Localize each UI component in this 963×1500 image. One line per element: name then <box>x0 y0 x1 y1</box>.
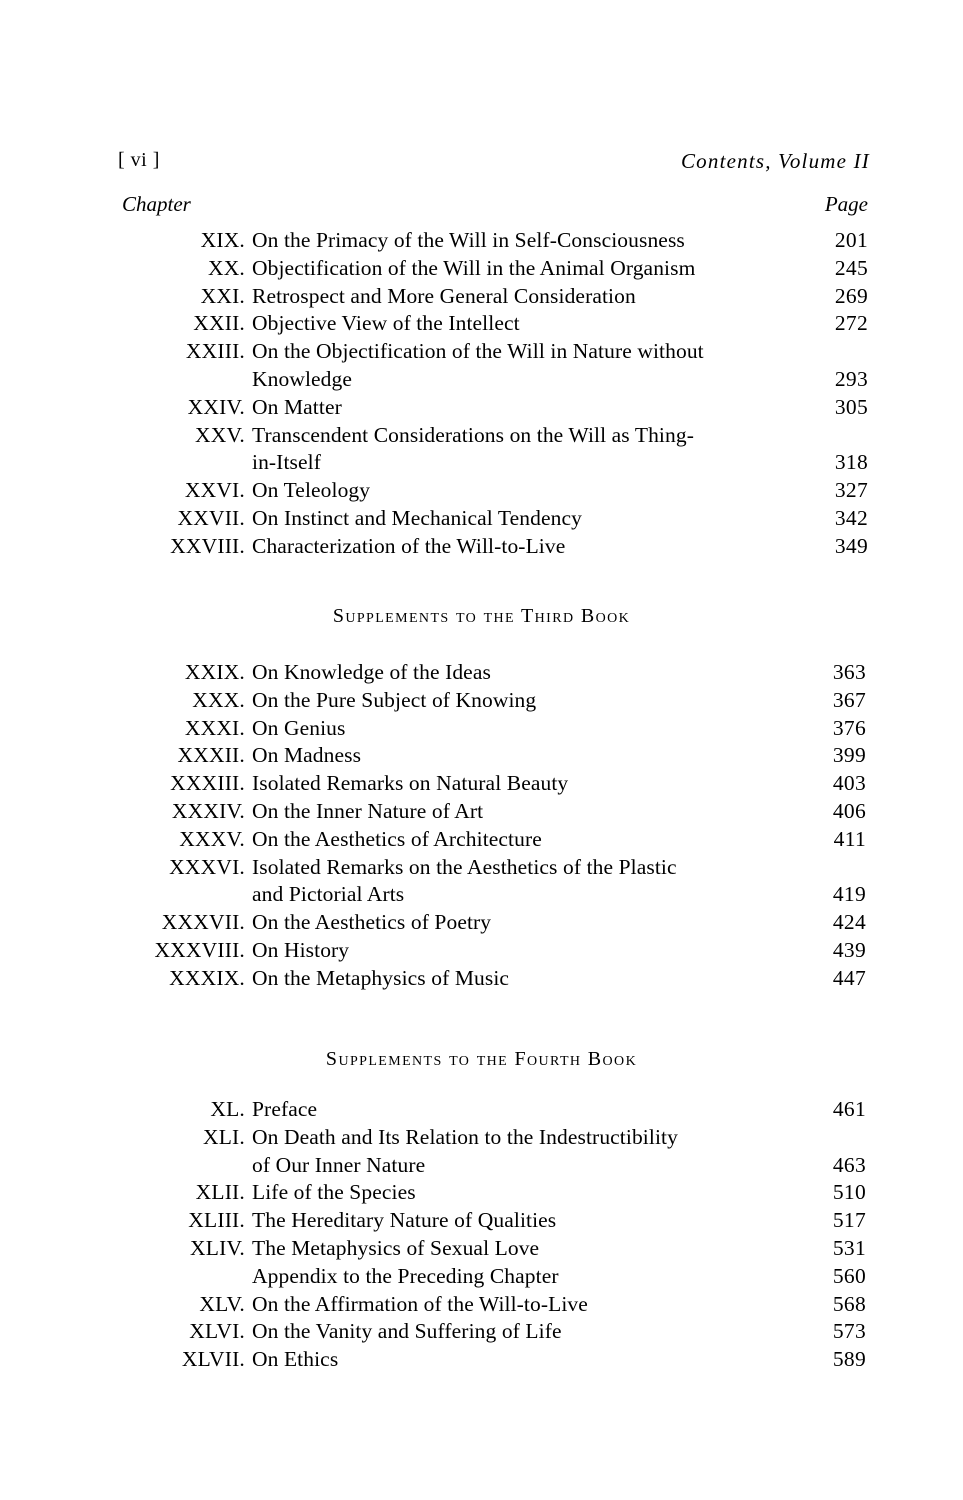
toc-entry-numeral: XXVI. <box>184 478 245 503</box>
toc-entry-title[interactable]: On the Vanity and Suffering of Life <box>252 1319 562 1344</box>
toc-entry-title[interactable]: On the Primacy of the Will in Self-Consciousness <box>252 228 685 252</box>
toc-entry-title[interactable]: On Ethics <box>252 1347 339 1372</box>
toc-entry-page-number: 424 <box>832 910 866 935</box>
toc-entry[interactable] <box>0 311 963 339</box>
toc-entry-page-number: 517 <box>832 1208 866 1233</box>
toc-entry-numeral: XL. <box>210 1097 245 1121</box>
running-head <box>118 149 870 175</box>
toc-entry[interactable] <box>0 743 963 771</box>
toc-entry[interactable] <box>0 1153 963 1181</box>
toc-entry-title[interactable]: On History <box>252 937 350 962</box>
toc-entry[interactable] <box>0 423 963 451</box>
column-headers <box>118 192 870 218</box>
toc-entry-title[interactable]: Transcendent Considerations on the Will as Thing- <box>252 422 694 447</box>
toc-entry-page-number: 245 <box>834 255 868 280</box>
toc-section <box>0 660 963 994</box>
toc-entry-numeral: XXXV. <box>179 826 245 851</box>
toc-entry-title[interactable]: On the Metaphysics of Music <box>252 965 510 990</box>
toc-entry-numeral: XXIII. <box>185 339 245 364</box>
toc-entry-numeral: XXI. <box>200 283 245 308</box>
toc-entry-title[interactable]: On Death and Its Relation to the Indestructibility <box>252 1124 678 1149</box>
toc-entry-page-number: 305 <box>834 394 868 419</box>
toc-entry[interactable] <box>0 1319 963 1347</box>
toc-entry-title[interactable]: Knowledge <box>252 366 353 391</box>
toc-entry[interactable] <box>0 688 963 716</box>
toc-entry-title[interactable]: On the Objectification of the Will in Nature without <box>252 339 704 364</box>
toc-entry-page-number: 461 <box>832 1097 866 1121</box>
toc-entry-page-number: 463 <box>832 1152 866 1177</box>
toc-entry-numeral: XXIV. <box>187 394 245 419</box>
folio-number: [ vi ] <box>118 149 160 171</box>
toc-entry[interactable] <box>0 256 963 284</box>
toc-entry[interactable] <box>0 1236 963 1264</box>
toc-entry-numeral: XLIII. <box>188 1208 245 1233</box>
toc-entry-numeral: XXIX. <box>184 660 245 684</box>
toc-entry-page-number: 403 <box>832 771 866 796</box>
toc-entry-page-number: 318 <box>834 450 868 475</box>
toc-entry[interactable] <box>0 1208 963 1236</box>
toc-entry-title[interactable]: On the Affirmation of the Will-to-Live <box>252 1291 588 1316</box>
toc-entry[interactable] <box>0 1125 963 1153</box>
toc-entry-page-number: 269 <box>834 283 868 308</box>
toc-entry-title[interactable]: in-Itself <box>252 450 321 475</box>
toc-entry-page-number: 349 <box>834 533 868 558</box>
toc-entry-numeral: XXVIII. <box>170 533 245 558</box>
toc-entry[interactable] <box>0 938 963 966</box>
toc-entry-title[interactable]: Isolated Remarks on Natural Beauty <box>252 771 569 796</box>
toc-entry-page-number: 201 <box>834 228 868 252</box>
toc-entry[interactable] <box>0 450 963 478</box>
toc-entry-title[interactable]: On Teleology <box>252 478 371 503</box>
toc-entry-page-number: 510 <box>832 1180 866 1205</box>
toc-entry-title[interactable]: On Madness <box>252 743 362 768</box>
toc-entry[interactable] <box>0 966 963 994</box>
toc-entry-page-number: 531 <box>832 1235 866 1260</box>
toc-entry-title[interactable]: On the Aesthetics of Poetry <box>252 910 492 935</box>
toc-entry[interactable] <box>0 1097 963 1125</box>
toc-entry-numeral: XLVI. <box>189 1319 245 1344</box>
toc-entry-numeral: XXV. <box>195 422 245 447</box>
toc-entry-numeral: XIX. <box>200 228 245 252</box>
column-header-page: Page <box>824 192 868 216</box>
toc-entry-title[interactable]: Life of the Species <box>252 1180 416 1205</box>
toc-entry[interactable] <box>0 771 963 799</box>
toc-entry[interactable] <box>0 1264 963 1292</box>
toc-entry[interactable] <box>0 910 963 938</box>
toc-entry[interactable] <box>0 1180 963 1208</box>
toc-entry-title[interactable]: Characterization of the Will-to-Live <box>252 533 566 558</box>
toc-entry[interactable] <box>0 506 963 534</box>
toc-entry-numeral: XLII. <box>195 1180 245 1205</box>
toc-entry[interactable] <box>0 1347 963 1375</box>
toc-entry-numeral: XXVII. <box>177 505 245 530</box>
toc-entry-numeral: XXXIII. <box>170 771 245 796</box>
toc-entry-page-number: 367 <box>832 687 866 712</box>
toc-entry-numeral: XX. <box>207 255 245 280</box>
toc-entry-numeral: XLIV. <box>190 1235 245 1260</box>
toc-entry-page-number: 419 <box>832 882 866 907</box>
toc-entry-page-number: 573 <box>832 1319 866 1344</box>
toc-entry-title[interactable]: On the Inner Nature of Art <box>252 798 484 823</box>
toc-entry-numeral: XXXVII. <box>161 910 245 935</box>
toc-entry-title[interactable]: On the Aesthetics of Architecture <box>252 826 542 851</box>
toc-entry-numeral: XLV. <box>199 1291 245 1316</box>
toc-entry[interactable] <box>0 855 963 883</box>
toc-entry-numeral: XXXVI. <box>169 854 245 879</box>
toc-entry-title[interactable]: of Our Inner Nature <box>252 1152 426 1177</box>
toc-section <box>0 228 963 562</box>
toc-entry-page-number: 272 <box>834 311 868 336</box>
toc-entry-title[interactable]: and Pictorial Arts <box>252 882 405 907</box>
toc-entry-title[interactable]: Isolated Remarks on the Aesthetics of the Plastic <box>252 854 677 879</box>
toc-entry[interactable] <box>0 827 963 855</box>
toc-entry-numeral: XLVII. <box>181 1347 245 1372</box>
toc-entry-title[interactable]: Objectification of the Will in the Animal Organism <box>252 255 696 280</box>
toc-entry-numeral: XXII. <box>193 311 245 336</box>
toc-entry[interactable] <box>0 478 963 506</box>
toc-entry-title[interactable]: On Instinct and Mechanical Tendency <box>252 505 582 530</box>
toc-entry-title[interactable]: Objective View of the Intellect <box>252 311 520 336</box>
toc-entry-page-number: 293 <box>834 366 868 391</box>
toc-entry[interactable] <box>0 882 963 910</box>
toc-entry-page-number: 439 <box>832 937 866 962</box>
toc-entry-page-number: 406 <box>832 798 866 823</box>
running-head-title: Contents, Volume II <box>680 149 870 173</box>
toc-entry-page-number: 363 <box>832 660 866 684</box>
section-heading: Supplements to the Fourth Book <box>325 1048 638 1070</box>
toc-entry[interactable] <box>0 339 963 367</box>
toc-entry-title[interactable]: Appendix to the Preceding Chapter <box>252 1263 559 1288</box>
section-heading: Supplements to the Third Book <box>332 605 631 627</box>
toc-entry[interactable] <box>0 1292 963 1320</box>
toc-entry-page-number: 376 <box>832 715 866 740</box>
toc-entry-title[interactable]: On the Pure Subject of Knowing <box>252 687 537 712</box>
toc-entry-title[interactable]: On Genius <box>252 715 346 740</box>
toc-entry-numeral: XXXI. <box>184 715 245 740</box>
toc-entry-page-number: 327 <box>834 478 868 503</box>
toc-entry[interactable] <box>0 395 963 423</box>
toc-entry-numeral: XXXII. <box>177 743 245 768</box>
toc-entry-numeral: XXXVIII. <box>154 937 245 962</box>
toc-entry[interactable] <box>0 367 963 395</box>
toc-entry-page-number: 411 <box>833 826 866 851</box>
toc-entry[interactable] <box>0 284 963 312</box>
toc-entry-title[interactable]: The Metaphysics of Sexual Love <box>252 1235 540 1260</box>
toc-entry-page-number: 560 <box>832 1263 866 1288</box>
toc-entry-page-number: 568 <box>832 1291 866 1316</box>
toc-entry[interactable] <box>0 716 963 744</box>
toc-entry-title[interactable]: Preface <box>252 1097 318 1121</box>
column-header-chapter: Chapter <box>122 192 191 216</box>
toc-entry[interactable] <box>0 799 963 827</box>
toc-entry-numeral: XLI. <box>203 1124 245 1149</box>
toc-entry-page-number: 342 <box>834 505 868 530</box>
toc-entry[interactable] <box>0 534 963 562</box>
toc-entry-numeral: XXXIX. <box>169 965 245 990</box>
toc-entry[interactable] <box>0 228 963 256</box>
toc-entry-title[interactable]: The Hereditary Nature of Qualities <box>252 1208 557 1233</box>
toc-section <box>0 1097 963 1375</box>
toc-entry-page-number: 447 <box>832 965 866 990</box>
toc-entry-numeral: XXX. <box>192 687 245 712</box>
toc-entry-title[interactable]: Retrospect and More General Consideration <box>252 283 636 308</box>
toc-entry-title[interactable]: On Matter <box>252 394 342 419</box>
toc-entry-title[interactable]: On Knowledge of the Ideas <box>252 660 491 684</box>
toc-entry-page-number: 399 <box>832 743 866 768</box>
toc-entry[interactable] <box>0 660 963 688</box>
toc-entry-page-number: 589 <box>832 1347 866 1372</box>
toc-entry-numeral: XXXIV. <box>171 798 245 823</box>
